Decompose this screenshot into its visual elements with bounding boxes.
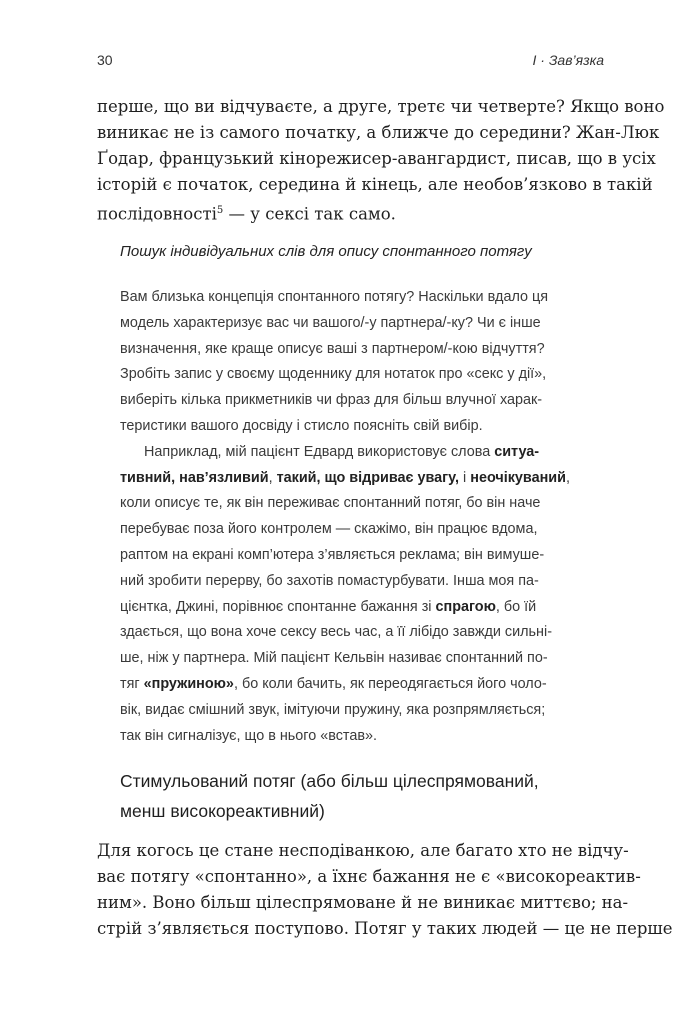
text-line: ний зробити перерву, бо захотів помастурбувати. Інша моя па-	[120, 572, 539, 589]
text-fragment: і	[459, 469, 471, 486]
section-heading	[120, 766, 600, 826]
text-line: ше, ніж у партнера. Мій пацієнт Кельвін називає спонтанний по-	[120, 650, 548, 667]
text-line: стрій з’являється поступово. Потяг у таких людей — це не перше	[97, 919, 673, 938]
top-paragraph	[97, 94, 665, 224]
text-line: модель характеризує вас чи вашого/-у партнера/-ку? Чи є інше	[120, 314, 541, 331]
text-line: ває потягу «спонтанно», а їхнє бажання не є «високореактив-	[97, 867, 641, 886]
text-line	[120, 466, 590, 492]
keyword: такий, що відриває увагу,	[276, 469, 460, 486]
running-title: I · Зав’язка	[532, 52, 604, 68]
text-fragment: , бо їй	[495, 598, 537, 615]
text-line: Вам близька концепція спонтанного потягу? Наскільки вдало ця	[120, 289, 549, 305]
page-header	[97, 52, 604, 74]
sidebar-title: Пошук індивідуальних слів для опису спонтанного потягу	[120, 243, 532, 260]
text-fragment: тяг	[120, 675, 144, 692]
heading-line: Стимульований потяг (або більш цілеспрямований,	[120, 771, 539, 791]
text-line: Зробіть запис у своєму щоденнику для нотаток про «секс у дії»,	[120, 366, 547, 383]
text-line: перебуває поза його контролем — скажімо, він працює вдома,	[120, 521, 538, 538]
text-line: ним». Воно більш цілеспрямоване й не виникає миттєво; на-	[97, 893, 629, 912]
text-line: вік, видає смішний звук, імітуючи пружину, яка розпрямляється;	[120, 701, 546, 718]
text-line: виникає не із самого початку, а ближче до середини? Жан-Люк	[97, 123, 660, 142]
text-line: коли описує те, як він переживає спонтанний потяг, бо він наче	[120, 495, 541, 512]
text-line: визначення, яке краще описує ваші з партнером/-кою відчуття?	[120, 340, 545, 357]
text-fragment: ,	[268, 469, 277, 486]
keyword: «пружиною»	[143, 675, 234, 692]
heading-line: менш високореактивний)	[120, 801, 325, 821]
text-line: теристики вашого досвіду і стисло поясніть свій вибір.	[120, 417, 483, 434]
text-line: виберіть кілька прикметників чи фраз для більш влучної харак-	[120, 392, 543, 409]
keyword: ситуа-	[494, 443, 540, 460]
text-fragment: — у сексі так само.	[223, 204, 396, 224]
text-line: Для когось це стане несподіванкою, але багато хто не відчу-	[97, 841, 629, 860]
page-number: 30	[97, 52, 113, 68]
text-line	[97, 198, 609, 224]
text-line	[120, 440, 590, 466]
keyword: спрагою	[435, 598, 496, 615]
bottom-paragraph	[97, 838, 673, 942]
text-fragment: ,	[565, 469, 570, 486]
text-fragment: цієнтка, Джині, порівнює спонтанне бажання зі	[120, 598, 436, 615]
text-line: перше, що ви відчуваєте, а друге, третє чи четверте? Якщо воно	[97, 97, 665, 116]
text-line	[120, 595, 590, 621]
footnote-marker[interactable]: 5	[216, 205, 224, 216]
text-line	[120, 672, 590, 698]
text-line: раптом на екрані комп’ютера з’являється реклама; він вимуше-	[120, 546, 545, 563]
text-fragment: Наприклад, мій пацієнт Едвард використовує слова	[144, 443, 495, 460]
text-line: так він сигналізує, що в нього «встав».	[120, 727, 377, 744]
keyword: неочікуваний	[470, 469, 566, 486]
sidebar-box	[120, 285, 590, 749]
text-line: історій є початок, середина й кінець, але необов’язково в такій	[97, 175, 653, 194]
keyword: тивний, нав’язливий	[120, 469, 269, 486]
text-line: Ґодар, французький кінорежисер-авангардист, писав, що в усіх	[97, 149, 656, 168]
text-line: здається, що вона хоче сексу весь час, а її лібідо завжди сильні-	[120, 624, 552, 641]
text-fragment: послідовності	[97, 204, 217, 224]
text-fragment: , бо коли бачить, як переодягається його чоло-	[233, 675, 547, 692]
